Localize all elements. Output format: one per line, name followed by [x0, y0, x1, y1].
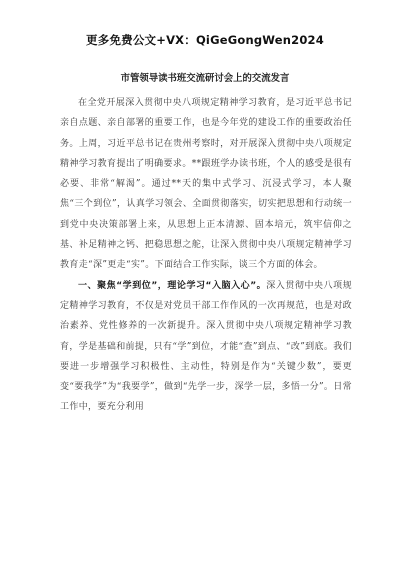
paragraph-section-1 — [60, 276, 352, 418]
document-title: 市管领导读书班交流研讨会上的交流发言 — [120, 73, 290, 84]
document-body — [60, 93, 352, 418]
paragraph-text: 深入贯彻中央八项规定精神学习教育，不仅是对党员干部工作作风的一次再规范，也是对政治素养、党性修养的一次新提升。深入贯彻中央八项规定精神学习教育，学是基础和前提，只有“学”到位，才能“查”到点、“改”到底。我们要进一步增强学习积极性、主动性，特别是作为“关键少数”，要更变“要我学”为“我要学”，做到“先学一步，深学一层，多悟一分”。日常工作中，要充分利用 — [60, 280, 352, 413]
paragraph-text: 在全党开展深入贯彻中央八项规定精神学习教育，是习近平总书记亲自点题、亲自部署的重要工作，也是今年党的建设工作的重要政治任务。上周，习近平总书记在贵州考察时，对开展深入贯彻中央八项规定精神学习教育提出了明确要求。**跟班学办读书班，个人的感受是很有必要、非常“解渴”。通过**天的集中式学习、沉浸式学习，本人聚焦“三个到位”，认真学习领会、全面贯彻落实，切实把思想和行动统一到党中央决策部署上来，从思想上正本清源、固本培元，筑牢信仰之基、补足精神之钙、把稳思想之舵，让深入贯彻中央八项规定精神学习教育走“深”更走“实”。下面结合工作实际，谈三个方面的体会。 — [60, 98, 352, 271]
paragraph-intro — [60, 93, 352, 276]
section-heading: 一、聚焦“学到位”，理论学习“入脑入心”。 — [78, 280, 267, 291]
watermark-header: 更多免费公文+VX：QiGeGongWen2024 — [86, 33, 324, 47]
